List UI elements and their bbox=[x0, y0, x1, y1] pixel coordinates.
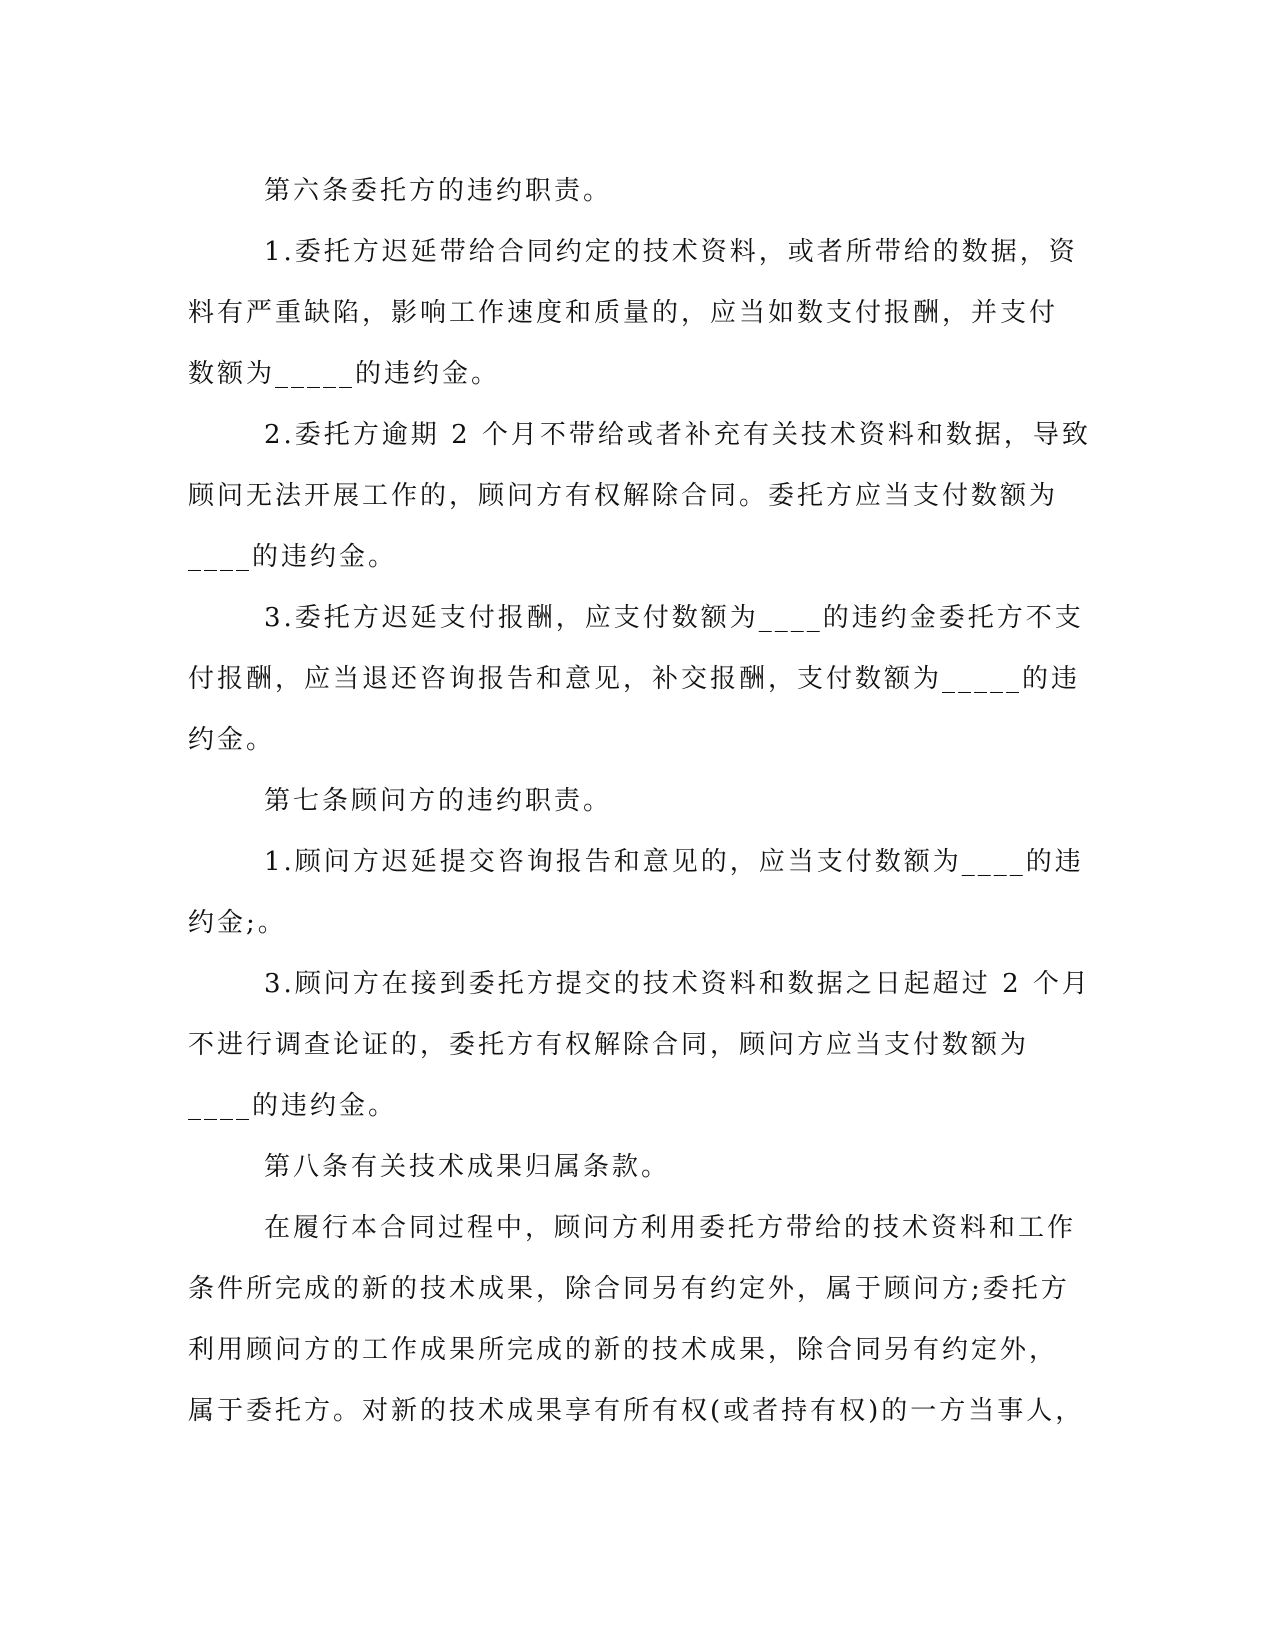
article-8-heading: 第八条有关技术成果归属条款。 bbox=[264, 1152, 671, 1182]
paragraph-line: 料有严重缺陷，影响工作速度和质量的，应当如数支付报酬，并支付 bbox=[188, 298, 1059, 328]
document-body bbox=[188, 161, 1091, 1442]
paragraph-line: 3.委托方迟延支付报酬，应支付数额为____的违约金委托方不支 bbox=[264, 603, 1084, 633]
article-6-heading: 第六条委托方的违约职责。 bbox=[264, 176, 613, 206]
paragraph-line: 属于委托方。对新的技术成果享有所有权(或者持有权)的一方当事人， bbox=[188, 1396, 1085, 1426]
paragraph-line: 约金。 bbox=[188, 725, 276, 755]
paragraph-line: 数额为_____的违约金。 bbox=[188, 359, 501, 389]
paragraph-line: 1.委托方迟延带给合同约定的技术资料，或者所带给的数据，资 bbox=[264, 237, 1078, 267]
article-7-heading: 第七条顾问方的违约职责。 bbox=[264, 786, 613, 816]
paragraph-line: 在履行本合同过程中，顾问方利用委托方带给的技术资料和工作 bbox=[264, 1213, 1077, 1243]
paragraph-line: 条件所完成的新的技术成果，除合同另有约定外，属于顾问方;委托方 bbox=[188, 1274, 1070, 1304]
paragraph-line: 付报酬，应当退还咨询报告和意见，补交报酬，支付数额为_____的违 bbox=[188, 664, 1081, 694]
paragraph-line: ____的违约金。 bbox=[188, 1091, 398, 1121]
paragraph-line: ____的违约金。 bbox=[188, 542, 398, 572]
paragraph-line: 利用顾问方的工作成果所完成的新的技术成果，除合同另有约定外， bbox=[188, 1335, 1059, 1365]
paragraph-line: 顾问无法开展工作的，顾问方有权解除合同。委托方应当支付数额为 bbox=[188, 481, 1059, 511]
paragraph-line: 2.委托方逾期 2 个月不带给或者补充有关技术资料和数据，导致 bbox=[264, 420, 1091, 450]
paragraph-line: 不进行调查论证的，委托方有权解除合同，顾问方应当支付数额为 bbox=[188, 1030, 1030, 1060]
paragraph-line: 3.顾问方在接到委托方提交的技术资料和数据之日起超过 2 个月 bbox=[264, 969, 1091, 999]
paragraph-line: 1.顾问方迟延提交咨询报告和意见的，应当支付数额为____的违 bbox=[264, 847, 1084, 877]
paragraph-line: 约金;。 bbox=[188, 908, 287, 938]
